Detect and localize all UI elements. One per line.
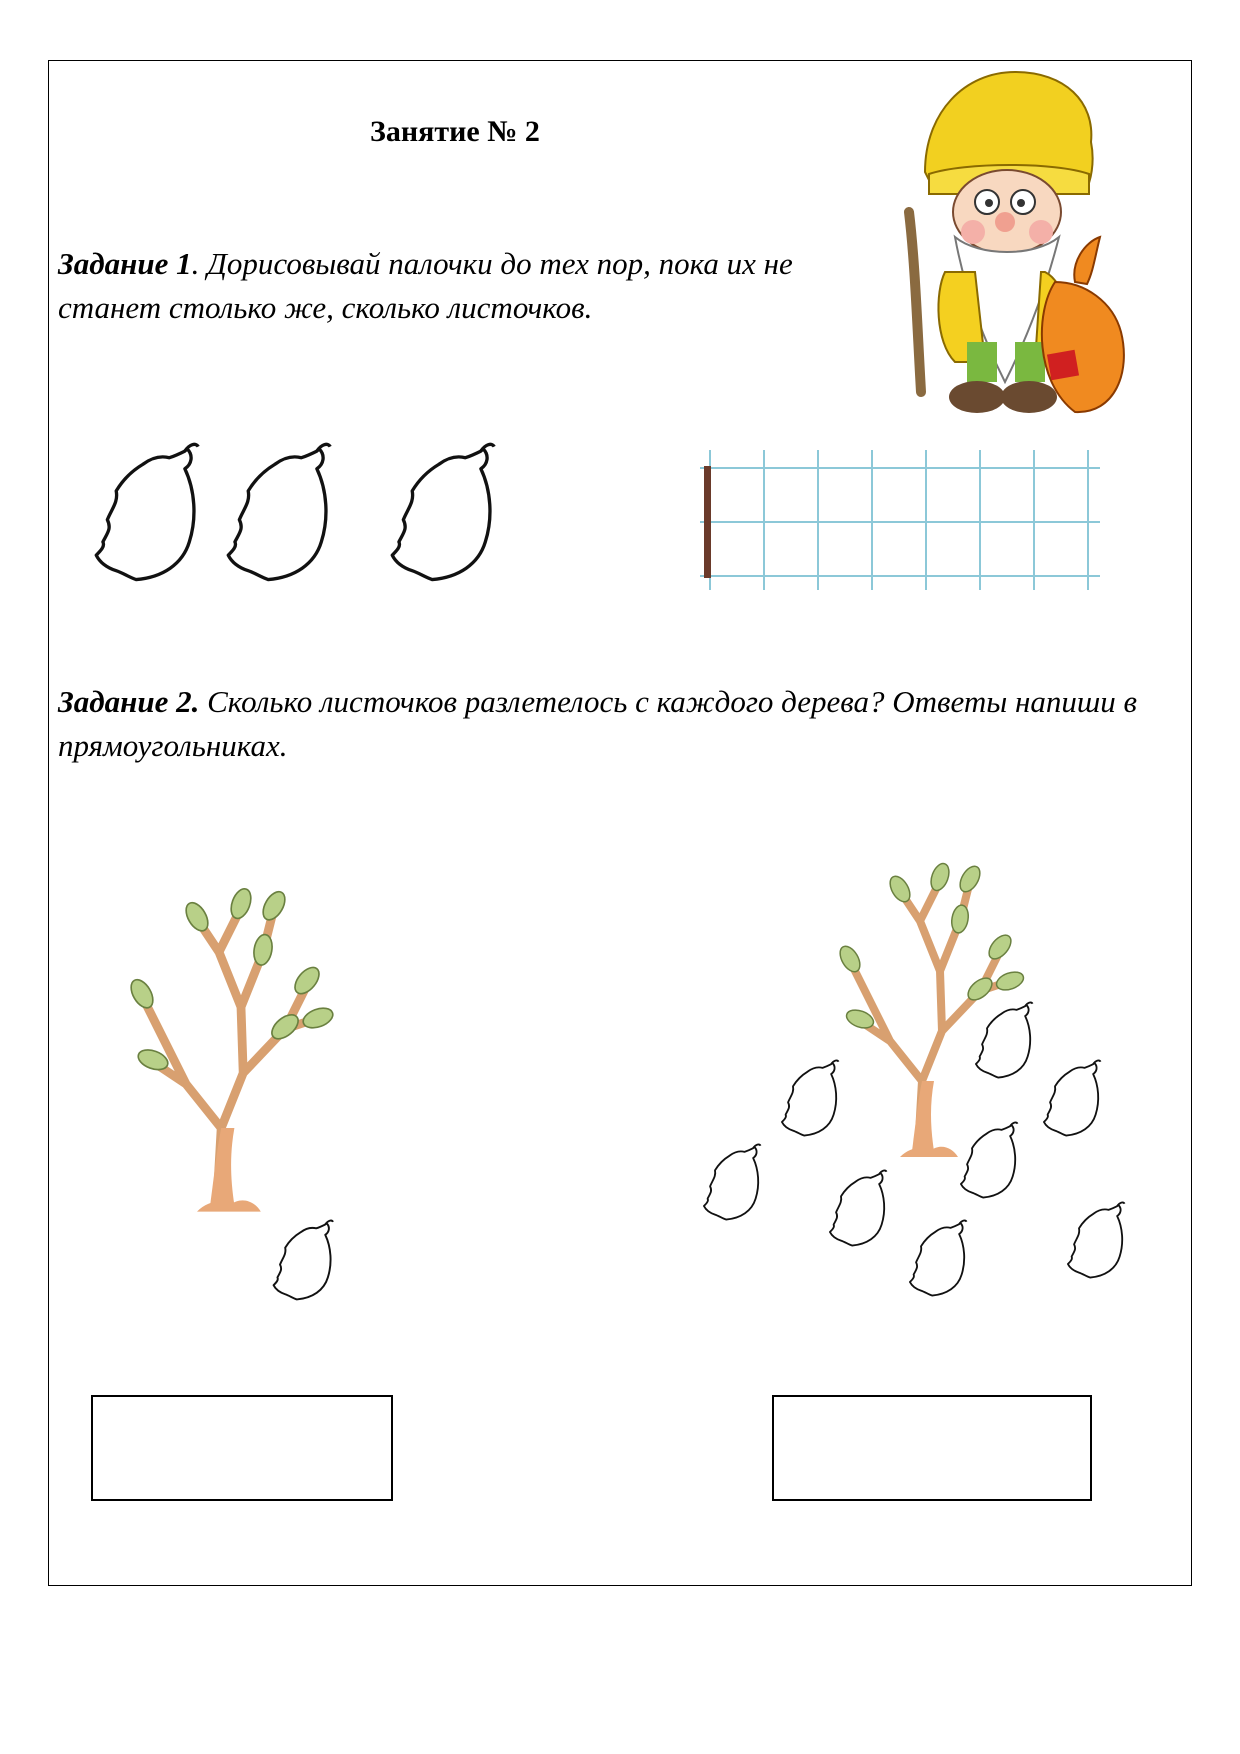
tree-illustration (120, 860, 340, 1220)
leaf-outline-icon (698, 1142, 764, 1222)
task-1-instruction: . Дорисовывай палочки до тех пор, пока их не станет столько же, сколько листочков. (58, 246, 793, 325)
task-2-label: Задание 2. (58, 684, 200, 719)
leaf-outline-icon (382, 440, 500, 584)
task-1-label: Задание 1 (58, 246, 192, 281)
drawn-stick (704, 466, 711, 578)
leaf-outline-icon (904, 1218, 970, 1298)
leaf-outline-icon (1038, 1058, 1104, 1138)
leaf-outline-icon (824, 1168, 890, 1248)
leaf-outline-icon (218, 440, 336, 584)
task-2-text (58, 680, 1138, 768)
answer-box-left[interactable] (91, 1395, 393, 1501)
task-1-text (58, 242, 888, 330)
leaf-outline-icon (268, 1218, 336, 1302)
leaf-outline-icon (86, 440, 204, 584)
task-2-instruction: Сколько листочков разлетелось с каждого дерева? Ответы напиши в прямоугольниках. (58, 684, 1137, 763)
leaf-outline-icon (970, 1000, 1036, 1080)
gnome-illustration (895, 62, 1135, 422)
leaf-outline-icon (1062, 1200, 1128, 1280)
answer-box-right[interactable] (772, 1395, 1092, 1501)
leaf-outline-icon (776, 1058, 842, 1138)
stick-drawing-grid[interactable] (690, 440, 1110, 600)
leaf-outline-icon (955, 1120, 1021, 1200)
page-title: Занятие № 2 (370, 115, 540, 148)
